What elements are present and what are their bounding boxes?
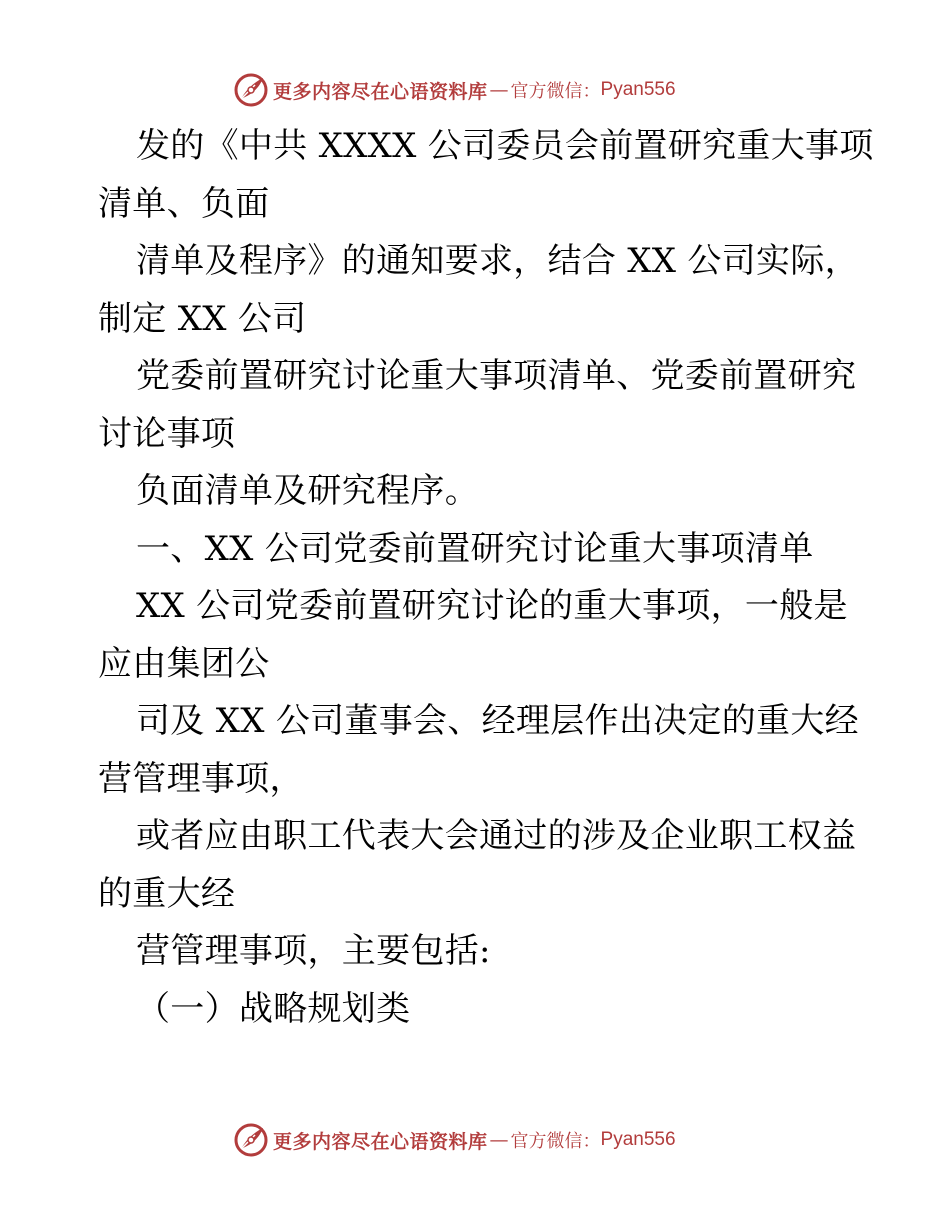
watermark-wechat-label: 官方微信：	[510, 81, 601, 102]
paragraph-line: 党委前置研究讨论重大事项清单、党委前置研究	[136, 356, 857, 396]
section-heading: 一、XX 公司党委前置研究讨论重大事项清单	[136, 528, 814, 569]
paragraph-line: 清单、负面	[98, 183, 270, 224]
paragraph-line: 讨论事项	[98, 413, 236, 454]
watermark-main-text: 更多内容尽在心语资料库	[273, 80, 488, 103]
watermark-dash: —	[489, 79, 509, 101]
document-body	[98, 118, 874, 1038]
paragraph-line: 应由集团公	[98, 643, 270, 684]
quill-feather-icon	[233, 72, 269, 108]
subsection-heading: （一）战略规划类	[136, 988, 411, 1029]
paragraph-line: 负面清单及研究程序。	[136, 471, 479, 511]
watermark-main-text: 更多内容尽在心语资料库	[273, 1130, 488, 1153]
watermark-dash: —	[489, 1129, 509, 1151]
header-watermark	[233, 70, 676, 110]
paragraph-line: 清单及程序》的通知要求，结合 XX 公司实际，	[136, 241, 859, 281]
paragraph-line: 营管理事项，主要包括:	[136, 931, 491, 971]
watermark-wechat-label: 官方微信：	[510, 1131, 601, 1152]
watermark-wechat-id: Pyan556	[600, 79, 676, 100]
watermark-wechat-id: Pyan556	[600, 1129, 676, 1150]
paragraph-line: 发的《中共 XXXX 公司委员会前置研究重大事项	[136, 126, 874, 166]
paragraph-line: 营管理事项，	[98, 758, 304, 799]
paragraph-line: 司及 XX 公司董事会、经理层作出决定的重大经	[136, 701, 859, 741]
footer-watermark	[233, 1120, 676, 1160]
paragraph-line: 或者应由职工代表大会通过的涉及企业职工权益	[136, 816, 857, 856]
paragraph-line: 制定 XX 公司	[98, 298, 307, 339]
quill-feather-icon	[233, 1122, 269, 1158]
paragraph-line: XX 公司党委前置研究讨论的重大事项，一般是	[136, 586, 848, 626]
paragraph-line: 的重大经	[98, 873, 236, 914]
